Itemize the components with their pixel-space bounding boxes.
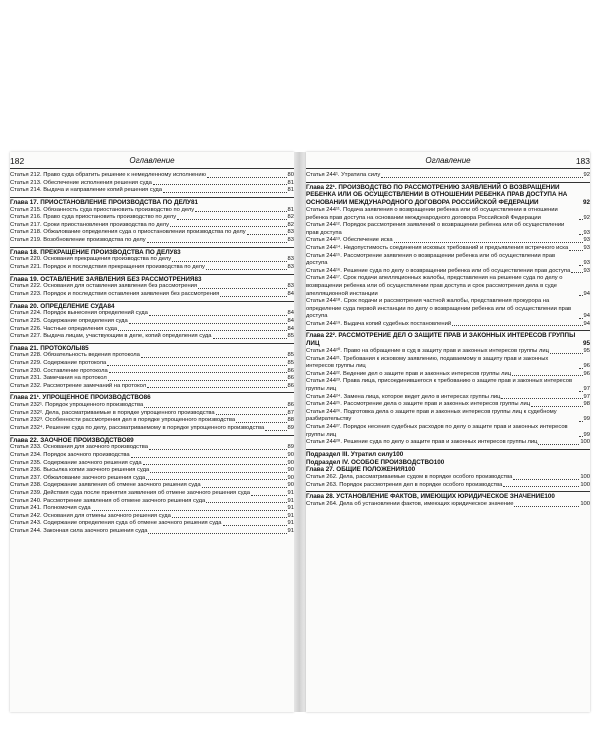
- entry-title: Статья 233. Основания для заочного производства: [10, 444, 148, 451]
- toc-entry: [306, 275, 590, 298]
- dot-leader: [579, 318, 583, 319]
- entry-page-number: 100: [580, 474, 590, 481]
- entry-title: Статья 262. Дела, рассматриваемые судом в порядке особого производства: [306, 474, 513, 481]
- entry-page-number: 91: [287, 512, 294, 519]
- toc-entry: [10, 368, 294, 376]
- entry-page-number: 84: [287, 290, 294, 297]
- book-gutter: [294, 152, 306, 712]
- dot-leader: [109, 372, 287, 373]
- section-divider: [10, 274, 294, 275]
- entry-page-number: 93: [583, 260, 590, 267]
- entry-page-number: 83: [287, 283, 294, 290]
- entry-page-number: 95: [583, 348, 590, 355]
- toc-entry: [10, 475, 294, 483]
- entry-page-number: 80: [287, 172, 294, 178]
- toc-entry: [10, 352, 294, 360]
- running-title: Оглавление: [425, 156, 471, 165]
- section-divider: [10, 197, 294, 198]
- entry-page-number: 93: [583, 244, 590, 251]
- entry-title: Статья 229. Содержание протокола: [10, 360, 107, 367]
- toc-list: [306, 172, 590, 509]
- dot-leader: [143, 464, 287, 465]
- entry-title: Глава 18. ПРЕКРАЩЕНИЕ ПРОИЗВОДСТВА ПО ДЕЛУ: [10, 248, 174, 256]
- dot-leader: [206, 502, 286, 503]
- toc-chapter: [10, 199, 294, 207]
- toc-entry: [10, 490, 294, 498]
- entry-title: Глава 21¹. УПРОЩЕННОЕ ПРОИЗВОДСТВО: [10, 394, 144, 402]
- dot-leader: [107, 365, 286, 366]
- toc-chapter: [10, 437, 294, 445]
- entry-page-number: 90: [287, 459, 294, 466]
- entry-title: Статья 225. Содержание определения суда: [10, 317, 128, 324]
- toc-entry: [306, 501, 590, 509]
- toc-entry: [10, 452, 294, 460]
- toc-chapter: [10, 276, 294, 284]
- entry-page-number: 85: [287, 360, 294, 367]
- entry-title: Статья 244. Законная сила заочного решения суда: [10, 527, 148, 534]
- entry-page-number: 98: [583, 401, 590, 408]
- toc-chapter: [10, 394, 294, 402]
- toc-chapter: [306, 332, 590, 348]
- entry-page-number: 88: [287, 417, 294, 424]
- entry-title: Статья 240. Рассмотрение заявления об отмене заочного решения суда: [10, 497, 206, 504]
- dot-leader: [177, 219, 286, 220]
- entry-page-number: 90: [287, 467, 294, 474]
- entry-page-number: 86: [287, 367, 294, 374]
- entry-page-number: 100: [392, 450, 404, 458]
- dot-leader: [131, 457, 287, 458]
- dot-leader: [512, 375, 582, 376]
- section-divider: [10, 343, 294, 344]
- entry-title: Статья 244²⁴. Замена лица, которое ведет дело в интересах группы лиц: [306, 393, 501, 400]
- toc-chapter: [306, 184, 590, 207]
- toc-entry: [10, 383, 294, 391]
- dot-leader: [579, 219, 583, 220]
- entry-title: Статья 220. Основания прекращения производства по делу: [10, 256, 172, 263]
- entry-title: Глава 28. УСТАНОВЛЕНИЕ ФАКТОВ, ИМЕЮЩИХ ЮРИДИЧЕСКОЕ ЗНАЧЕНИЕ: [306, 493, 545, 501]
- entry-page-number: 87: [287, 409, 294, 416]
- entry-title: Статья 228. Обязательность ведения протокола: [10, 352, 140, 359]
- dot-leader: [207, 177, 287, 178]
- entry-page-number: 83: [287, 256, 294, 263]
- page-header: [306, 156, 590, 169]
- toc-entry: [306, 245, 590, 253]
- dot-leader: [172, 261, 286, 262]
- entry-title: Статья 244¹⁷. Срок подачи апелляционных жалобы, представления на решение суда по делу о возвращении ребенка или об осуществлении прав доступа и срок рассмотрения дела в суде апелляционной инстанции: [306, 275, 563, 297]
- entry-title: Статья 244²⁶. Подготовка дела о защите прав и законных интересов группы лиц к судебному разбирательству: [306, 408, 557, 423]
- entry-page-number: 93: [583, 229, 590, 236]
- toc-entry: [10, 467, 294, 475]
- entry-page-number: 86: [287, 382, 294, 389]
- entry-page-number: 91: [287, 505, 294, 512]
- entry-title: Глава 22. ЗАОЧНОЕ ПРОИЗВОДСТВО: [10, 436, 127, 444]
- entry-title: Статья 223. Порядок и последствия оставления заявления без рассмотрения: [10, 290, 220, 297]
- toc-entry: [10, 513, 294, 521]
- entry-title: Статья 244¹¹. Подача заявления о возвращении ребенка или об осуществлении в отношении ребенка прав доступа на основании международного договора Российской Федерации: [306, 206, 558, 221]
- entry-title: Глава 22². РАССМОТРЕНИЕ ДЕЛ О ЗАЩИТЕ ПРАВ И ЗАКОННЫХ ИНТЕРЕСОВ ГРУППЫ ЛИЦ: [306, 332, 576, 348]
- entry-page-number: 90: [287, 452, 294, 459]
- toc-chapter: [306, 451, 590, 459]
- dot-leader: [251, 495, 287, 496]
- left-page: [10, 152, 294, 712]
- dot-leader: [579, 421, 583, 422]
- dot-leader: [513, 479, 579, 480]
- entry-title: Статья 235. Содержание заочного решения суда: [10, 459, 142, 466]
- entry-title: Статья 237. Обжалование заочного решения суда: [10, 474, 146, 481]
- entry-title: Статья 244¹⁵. Рассмотрение заявления о возвращении ребенка или об осуществлении прав доступа: [306, 252, 556, 267]
- entry-page-number: 100: [580, 501, 590, 508]
- dot-leader: [108, 380, 287, 381]
- dot-leader: [223, 525, 287, 526]
- toc-entry: [306, 424, 590, 439]
- entry-title: Статья 263. Порядок рассмотрения дел в порядке особого производства: [306, 481, 503, 488]
- section-divider: [306, 491, 590, 492]
- toc-entry: [306, 401, 590, 409]
- entry-title: Статья 216. Право суда приостановить производство по делу: [10, 214, 177, 221]
- entry-page-number: 93: [583, 267, 590, 274]
- entry-title: Статья 244¹⁶. Решение суда по делу о возвращении ребенка или об осуществлении прав доступа: [306, 267, 571, 274]
- toc-entry: [10, 283, 294, 291]
- toc-entry: [306, 378, 590, 393]
- toc-entry: [10, 360, 294, 368]
- dot-leader: [213, 338, 287, 339]
- dot-leader: [170, 226, 287, 227]
- entry-title: Статья 236. Высылка копии заочного решения суда: [10, 467, 150, 474]
- entry-page-number: 89: [287, 425, 294, 432]
- dot-leader: [149, 315, 287, 316]
- entry-page-number: 84: [287, 325, 294, 332]
- entry-page-number: 100: [580, 439, 590, 446]
- entry-page-number: 86: [287, 402, 294, 409]
- entry-title: Статья 244²⁷. Порядок несения судебных расходов по делу о защите прав и законных интересов группы лиц: [306, 424, 568, 438]
- entry-page-number: 85: [287, 352, 294, 359]
- entry-title: Статья 232. Рассмотрение замечаний на протокол: [10, 382, 147, 389]
- toc-entry: [10, 410, 294, 418]
- toc-entry: [10, 425, 294, 433]
- dot-leader: [118, 330, 286, 331]
- entry-page-number: 91: [287, 527, 294, 534]
- entry-page-number: 97: [583, 386, 590, 393]
- dot-leader: [579, 368, 583, 369]
- entry-title: Статья 232⁴. Решение суда по делу, рассматриваемому в порядке упрощенного производства: [10, 425, 265, 432]
- entry-title: Статья 218. Обжалование определения суда о приостановлении производства по делу: [10, 229, 246, 236]
- entry-title: Статья 232¹. Порядок упрощенного производства: [10, 402, 144, 409]
- dot-leader: [579, 391, 583, 392]
- dot-leader: [531, 406, 582, 407]
- entry-page-number: 83: [194, 275, 202, 283]
- entry-page-number: 83: [173, 248, 181, 256]
- dot-leader: [571, 272, 582, 273]
- section-divider: [306, 330, 590, 331]
- entry-page-number: 82: [287, 221, 294, 228]
- toc-chapter: [10, 345, 294, 353]
- toc-entry: [10, 264, 294, 272]
- dot-leader: [579, 265, 583, 266]
- dot-leader: [452, 325, 582, 326]
- entry-page-number: 85: [287, 333, 294, 340]
- section-divider: [10, 247, 294, 248]
- entry-title: Статья 222. Основания для оставления заявления без рассмотрения: [10, 283, 198, 290]
- toc-entry: [306, 348, 590, 356]
- dot-leader: [146, 479, 286, 480]
- dot-leader: [153, 184, 287, 185]
- entry-page-number: 86: [143, 394, 151, 402]
- toc-entry: [306, 409, 590, 424]
- toc-entry: [10, 375, 294, 383]
- entry-title: Подраздел IV. ОСОБОЕ ПРОИЗВОДСТВО: [306, 458, 434, 466]
- dot-leader: [144, 407, 286, 408]
- dot-leader: [265, 430, 286, 431]
- toc-entry: [306, 356, 590, 371]
- entry-title: Статья 244²¹. Требования к исковому заявлению, подаваемому в защиту прав и законных интересов группы лиц: [306, 355, 549, 370]
- toc-entry: [306, 371, 590, 379]
- toc-entry: [10, 291, 294, 299]
- entry-title: Статья 221. Порядок и последствия прекращения производства по делу: [10, 263, 205, 270]
- dot-leader: [569, 250, 582, 251]
- entry-title: Подраздел III. Утратил силу: [306, 450, 393, 458]
- entry-title: Статья 244¹³. Обеспечение иска: [306, 237, 393, 244]
- toc-entry: [10, 528, 294, 536]
- toc-entry: [10, 402, 294, 410]
- toc-entry: [10, 222, 294, 230]
- dot-leader: [172, 517, 287, 518]
- page-number: 183: [575, 156, 590, 166]
- dot-leader: [147, 387, 286, 388]
- toc-chapter: [306, 459, 590, 467]
- entry-title: Статья 244²⁸. Решение суда по делу о защите прав и законных интересов группы лиц: [306, 439, 538, 446]
- entry-page-number: 99: [583, 416, 590, 423]
- dot-leader: [163, 192, 287, 193]
- dot-leader: [579, 234, 583, 235]
- entry-title: Статья 217. Сроки приостановления производства по делу: [10, 221, 169, 228]
- entry-page-number: 92: [583, 172, 590, 178]
- toc-entry: [10, 256, 294, 264]
- entry-title: Глава 27. ОБЩИЕ ПОЛОЖЕНИЯ: [306, 466, 405, 474]
- toc-entry: [10, 505, 294, 513]
- entry-page-number: 81: [287, 179, 294, 186]
- entry-page-number: 94: [583, 320, 590, 327]
- entry-title: Статья 244²³. Права лица, присоединившегося к требованию о защите прав и законных интересов группы лиц: [306, 378, 573, 393]
- toc-entry: [10, 214, 294, 222]
- toc-entry: [10, 333, 294, 341]
- running-title: Оглавление: [129, 156, 175, 165]
- entry-page-number: 91: [287, 520, 294, 527]
- toc-entry: [10, 187, 294, 195]
- toc-entry: [306, 321, 590, 329]
- toc-entry: [306, 207, 590, 222]
- entry-page-number: 100: [433, 458, 445, 466]
- dot-leader: [92, 510, 287, 511]
- entry-title: Глава 20. ОПРЕДЕЛЕНИЕ СУДА: [10, 302, 108, 310]
- dot-leader: [216, 414, 287, 415]
- toc-list: [10, 172, 294, 536]
- entry-page-number: 84: [107, 302, 115, 310]
- entry-page-number: 94: [583, 313, 590, 320]
- section-divider: [10, 301, 294, 302]
- entry-page-number: 83: [287, 229, 294, 236]
- entry-page-number: 85: [81, 344, 89, 352]
- entry-title: Статья 214. Выдача и направление копий решения суда: [10, 187, 163, 194]
- dot-leader: [501, 398, 582, 399]
- toc-entry: [10, 318, 294, 326]
- toc-entry: [306, 237, 590, 245]
- entry-page-number: 89: [126, 436, 134, 444]
- toc-entry: [306, 298, 590, 321]
- dot-leader: [381, 177, 582, 178]
- entry-page-number: 83: [287, 263, 294, 270]
- dot-leader: [579, 436, 583, 437]
- toc-entry: [306, 482, 590, 490]
- entry-page-number: 96: [583, 363, 590, 370]
- entry-title: Глава 17. ПРИОСТАНОВЛЕНИЕ ПРОИЗВОДСТВА ПО ДЕЛУ: [10, 198, 191, 206]
- toc-entry: [306, 172, 590, 180]
- toc-entry: [306, 439, 590, 447]
- entry-title: Статья 241. Полномочия суда: [10, 505, 91, 512]
- entry-title: Статья 244¹⁹. Выдача копий судебных постановлений: [306, 320, 452, 327]
- toc-entry: [306, 222, 590, 237]
- dot-leader: [150, 472, 286, 473]
- entry-page-number: 89: [287, 444, 294, 451]
- dot-leader: [247, 234, 287, 235]
- entry-title: Статья 264. Дела об установлении фактов, имеющих юридическое значение: [306, 501, 514, 508]
- entry-page-number: 92: [582, 199, 590, 207]
- dot-leader: [149, 449, 287, 450]
- entry-page-number: 100: [580, 481, 590, 488]
- entry-title: Статья 231. Замечания на протокол: [10, 375, 107, 382]
- dot-leader: [236, 422, 286, 423]
- entry-page-number: 83: [287, 236, 294, 243]
- entry-page-number: 100: [404, 466, 416, 474]
- dot-leader: [198, 288, 287, 289]
- section-divider: [306, 182, 590, 183]
- entry-page-number: 81: [287, 206, 294, 213]
- entry-page-number: 84: [287, 317, 294, 324]
- dot-leader: [503, 486, 579, 487]
- entry-title: Статья 244¹⁴. Недопустимость соединения исковых требований и предъявления встречного иска: [306, 244, 569, 251]
- toc-entry: [10, 172, 294, 180]
- entry-title: Глава 21. ПРОТОКОЛЫ: [10, 344, 82, 352]
- toc-entry: [10, 326, 294, 334]
- entry-title: Статья 244¹⁸. Срок подачи и рассмотрения частной жалобы, представления прокурора на определение суда первой инстанции по делу о возвращении ребенка или об осуществлении прав доступа: [306, 298, 572, 320]
- entry-page-number: 81: [287, 187, 294, 194]
- entry-title: Статья 243. Содержание определения суда об отмене заочного решения суда: [10, 520, 222, 527]
- entry-page-number: 94: [583, 290, 590, 297]
- toc-entry: [10, 444, 294, 452]
- toc-entry: [306, 474, 590, 482]
- toc-entry: [10, 237, 294, 245]
- dot-leader: [538, 444, 579, 445]
- toc-chapter: [306, 466, 590, 474]
- entry-title: Статья 244²². Ведение дел о защите прав и законных интересов группы лиц: [306, 370, 512, 377]
- entry-title: Статья 244¹². Порядок рассмотрения заявлений о возвращении ребенка или об осуществлении прав доступа: [306, 222, 565, 236]
- toc-entry: [10, 482, 294, 490]
- entry-page-number: 95: [582, 340, 590, 348]
- entry-title: Статья 230. Составление протокола: [10, 367, 108, 374]
- dot-leader: [147, 242, 287, 243]
- dot-leader: [220, 296, 286, 297]
- dot-leader: [202, 487, 287, 488]
- dot-leader: [206, 269, 287, 270]
- toc-entry: [306, 253, 590, 268]
- entry-page-number: 90: [287, 474, 294, 481]
- entry-title: Глава 19. ОСТАВЛЕНИЕ ЗАЯВЛЕНИЯ БЕЗ РАССМОТРЕНИЯ: [10, 275, 195, 283]
- entry-title: Статья 232². Дела, рассматриваемые в порядке упрощенного производства: [10, 409, 215, 416]
- dot-leader: [394, 242, 583, 243]
- entry-page-number: 92: [583, 214, 590, 221]
- toc-entry: [10, 520, 294, 528]
- toc-chapter: [10, 249, 294, 257]
- section-divider: [10, 435, 294, 436]
- entry-title: Статья 215. Обязанность суда приостановить производство по делу: [10, 206, 195, 213]
- entry-title: Статья 213. Обеспечение исполнения решения суда: [10, 179, 152, 186]
- entry-page-number: 91: [287, 497, 294, 504]
- entry-page-number: 99: [583, 431, 590, 438]
- dot-leader: [148, 533, 286, 534]
- entry-title: Статья 244²⁰. Право на обращение в суд в защиту прав и законных интересов группы лиц: [306, 348, 549, 355]
- dot-leader: [141, 357, 287, 358]
- entry-title: Статья 227. Выдача лицам, участвующим в деле, копий определения суда: [10, 333, 212, 340]
- right-page: [306, 152, 590, 712]
- entry-title: Статья 239. Действия суда после принятия заявления об отмене заочного решения суда: [10, 489, 250, 496]
- entry-title: Статья 234. Порядок заочного производства: [10, 452, 130, 459]
- section-divider: [306, 449, 590, 450]
- dot-leader: [579, 295, 583, 296]
- entry-title: Глава 22¹. ПРОИЗВОДСТВО ПО РАССМОТРЕНИЮ ЗАЯВЛЕНИЙ О ВОЗВРАЩЕНИИ РЕБЕНКА ИЛИ ОБ ОСУЩЕСТВЛЕНИИ В ОТНОШЕНИИ РЕБЕНКА ПРАВ ДОСТУПА НА ОСНОВАНИИ МЕЖДУНАРОДНОГО ДОГОВОРА РОССИЙСКОЙ ФЕДЕРАЦИИ: [306, 183, 568, 207]
- entry-page-number: 90: [287, 482, 294, 489]
- section-divider: [10, 392, 294, 393]
- entry-title: Статья 219. Возобновление производства по делу: [10, 236, 146, 243]
- dot-leader: [514, 506, 579, 507]
- entry-page-number: 84: [287, 310, 294, 317]
- entry-title: Статья 238. Содержание заявления об отмене заочного решения суда: [10, 482, 201, 489]
- entry-page-number: 97: [583, 393, 590, 400]
- dot-leader: [195, 211, 286, 212]
- dot-leader: [129, 323, 287, 324]
- entry-page-number: 100: [544, 493, 555, 501]
- toc-entry: [10, 207, 294, 215]
- toc-entry: [10, 417, 294, 425]
- toc-entry: [10, 229, 294, 237]
- entry-page-number: 93: [583, 237, 590, 244]
- entry-title: Статья 244¹. Утратила силу: [306, 172, 381, 178]
- toc-entry: [10, 310, 294, 318]
- entry-title: Статья 242. Основания для отмены заочного решения суда: [10, 512, 171, 519]
- entry-title: Статья 232³. Особенности рассмотрения дел в порядке упрощенного производства: [10, 417, 236, 424]
- entry-title: Статья 226. Частные определения суда: [10, 325, 118, 332]
- toc-entry: [10, 498, 294, 506]
- entry-title: Статья 212. Право суда обратить решение к немедленному исполнению: [10, 172, 206, 178]
- entry-page-number: 86: [287, 375, 294, 382]
- entry-page-number: 96: [583, 370, 590, 377]
- entry-title: Статья 224. Порядок вынесения определений суда: [10, 310, 148, 317]
- entry-page-number: 91: [287, 489, 294, 496]
- entry-title: Статья 244²⁵. Рассмотрение дела о защите прав и законных интересов группы лиц: [306, 401, 531, 408]
- entry-page-number: 81: [190, 198, 198, 206]
- page-header: [10, 156, 294, 169]
- entry-page-number: 82: [287, 214, 294, 221]
- toc-entry: [10, 460, 294, 468]
- page-number: 182: [10, 156, 25, 166]
- toc-chapter: [306, 493, 590, 501]
- dot-leader: [550, 353, 583, 354]
